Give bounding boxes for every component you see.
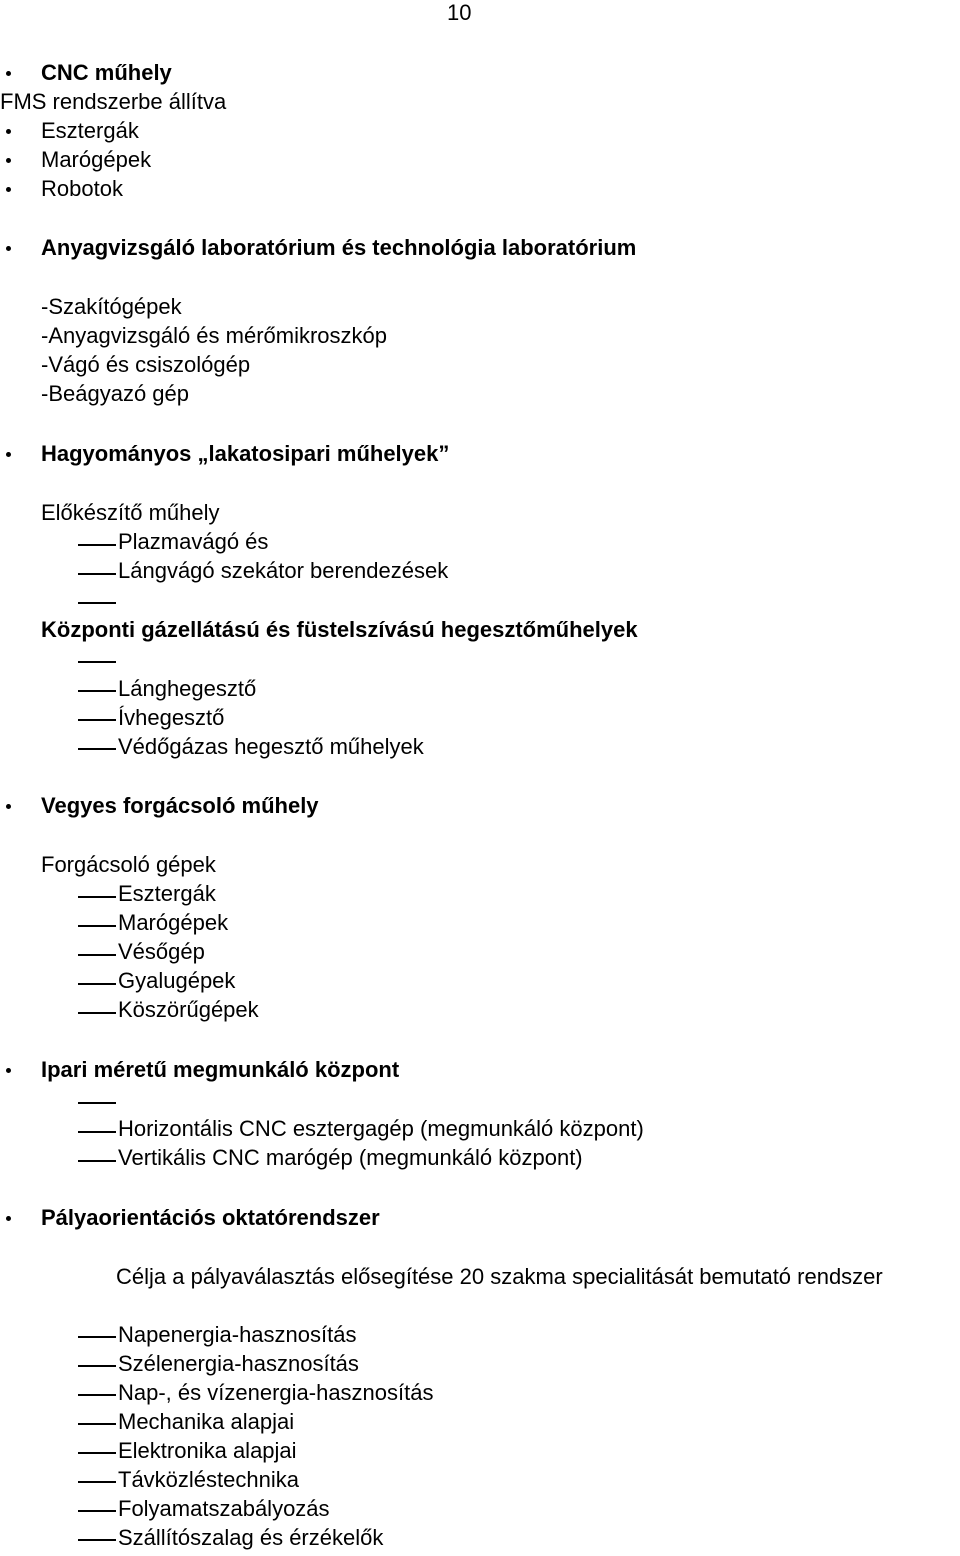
subsection-title: Forgácsoló gépek xyxy=(41,852,216,877)
dash-icon xyxy=(78,748,116,750)
list-item: Szélenergia-hasznosítás xyxy=(118,1351,359,1376)
dash-icon xyxy=(78,1131,116,1133)
dash-icon xyxy=(78,1336,116,1338)
bullet-icon xyxy=(6,246,11,251)
bullet-icon xyxy=(6,452,11,457)
subsection-title: Előkészítő műhely xyxy=(41,500,220,525)
list-item: Marógépek xyxy=(41,147,152,172)
list-item: Plazmavágó és xyxy=(118,529,269,554)
list-item: Elektronika alapjai xyxy=(118,1438,297,1463)
dash-icon xyxy=(78,719,116,721)
list-item: Köszörűgépek xyxy=(118,997,259,1022)
list-item: -Vágó és csiszológép xyxy=(41,352,251,377)
bullet-icon xyxy=(6,804,11,809)
bullet-icon xyxy=(6,1216,11,1221)
list-item: Horizontális CNC esztergagép (megmunkáló központ) xyxy=(118,1116,644,1141)
dash-icon xyxy=(78,925,116,927)
bullet-icon xyxy=(6,129,11,134)
bullet-icon xyxy=(6,187,11,192)
list-item: Mechanika alapjai xyxy=(118,1409,295,1434)
list-item: Folyamatszabályozás xyxy=(118,1496,330,1521)
list-item: Vésőgép xyxy=(118,939,205,964)
page-number: 10 xyxy=(447,0,472,25)
dash-icon xyxy=(78,1365,116,1367)
dash-icon xyxy=(78,954,116,956)
list-item: -Beágyazó gép xyxy=(41,381,189,406)
dash-icon xyxy=(78,1539,116,1541)
section-title-lakatos: Hagyományos „lakatosipari műhelyek” xyxy=(41,441,450,466)
list-item: Esztergák xyxy=(118,881,216,906)
dash-icon xyxy=(78,1160,116,1162)
section-description xyxy=(78,1262,960,1291)
list-item: Szállítószalag és érzékelők xyxy=(118,1525,384,1550)
bullet-icon xyxy=(6,1068,11,1073)
section-title-palya: Pályaorientációs oktatórendszer xyxy=(41,1205,380,1230)
section-subtitle-cnc: FMS rendszerbe állítva xyxy=(0,89,227,114)
section-title-ipari: Ipari méretű megmunkáló központ xyxy=(41,1057,400,1082)
dash-icon xyxy=(78,1510,116,1512)
section-title-cnc: CNC műhely xyxy=(41,60,172,85)
dash-icon xyxy=(78,573,116,575)
list-item: Esztergák xyxy=(41,118,139,143)
dash-icon xyxy=(78,1481,116,1483)
dash-icon xyxy=(78,1102,116,1104)
section-title-lab: Anyagvizsgáló laboratórium és technológia laboratórium xyxy=(41,235,637,260)
list-item: Robotok xyxy=(41,176,123,201)
list-item: Gyalugépek xyxy=(118,968,236,993)
bullet-icon xyxy=(6,71,11,76)
list-item: Védőgázas hegesztő műhelyek xyxy=(118,734,424,759)
list-item: -Anyagvizsgáló és mérőmikroszkóp xyxy=(41,323,388,348)
dash-icon xyxy=(78,983,116,985)
subsection-title: Központi gázellátású és füstelszívású hegesztőműhelyek xyxy=(41,617,638,642)
list-item: Távközléstechnika xyxy=(118,1467,299,1492)
description-text: Célja a pályaválasztás elősegítése 20 szakma specialitását bemutató rendszer xyxy=(116,1264,883,1289)
bullet-icon xyxy=(6,158,11,163)
list-item: Napenergia-hasznosítás xyxy=(118,1322,357,1347)
section-title-vegyes: Vegyes forgácsoló műhely xyxy=(41,793,319,818)
list-item: Lánghegesztő xyxy=(118,676,257,701)
dash-icon xyxy=(78,1394,116,1396)
list-item: Ívhegesztő xyxy=(118,705,225,730)
dash-icon xyxy=(78,1452,116,1454)
dash-icon xyxy=(78,690,116,692)
list-item: Marógépek xyxy=(118,910,229,935)
list-item: Nap-, és vízenergia-hasznosítás xyxy=(118,1380,434,1405)
dash-icon xyxy=(78,602,116,604)
list-item: Vertikális CNC marógép (megmunkáló központ) xyxy=(118,1145,583,1170)
dash-icon xyxy=(78,661,116,663)
dash-icon xyxy=(78,1012,116,1014)
dash-icon xyxy=(78,1423,116,1425)
list-item: Lángvágó szekátor berendezések xyxy=(118,558,449,583)
dash-icon xyxy=(78,896,116,898)
list-item: -Szakítógépek xyxy=(41,294,182,319)
dash-icon xyxy=(78,544,116,546)
